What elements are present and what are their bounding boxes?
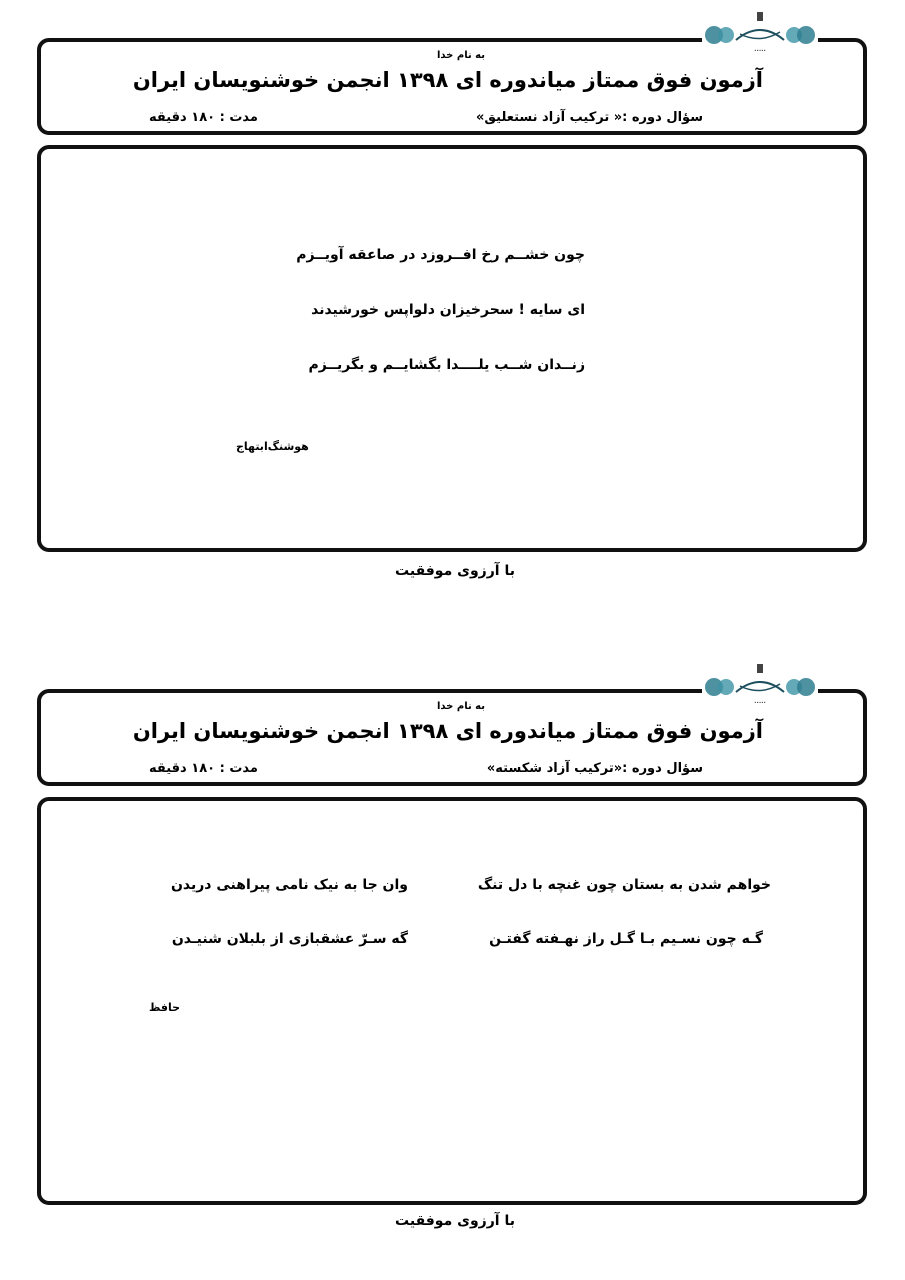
exam-body-box <box>37 145 867 552</box>
poem-line: چون خشــم رخ افــروزد در صاعقه آویــزم <box>296 247 585 263</box>
exam-sheet-2 <box>0 650 905 1280</box>
association-logo-icon <box>702 662 818 706</box>
svg-text:•••••: ••••• <box>754 700 766 705</box>
poem-line-left: وان جا به نیک نامی پیراهنی دریدن <box>170 877 408 893</box>
exam-body-box <box>37 797 867 1205</box>
poem-line-right: خواهم شدن به بستان چون غنچه با دل تنگ <box>477 877 771 893</box>
association-logo-icon <box>702 10 818 54</box>
exam-duration: مدت : ۱۸۰ دقیقه <box>149 110 258 125</box>
poet-name: هوشنگ‌ابتهاج <box>236 440 309 453</box>
basmala-text: به نام خدا <box>436 50 486 61</box>
poet-name: حافظ <box>149 1001 181 1014</box>
svg-text:•••••: ••••• <box>754 48 766 53</box>
poem-line-left: گه سـرّ عشقبازی از بلبلان شنیـدن <box>171 931 408 947</box>
good-luck-footer: با آرزوی موفقیت <box>395 1213 515 1229</box>
question-topic: سؤال دوره :« ترکیب آزاد نستعلیق» <box>476 110 703 125</box>
poem-line-right: گـه چون نسـیم بـا گـل راز نهـفته گفتـن <box>489 931 763 947</box>
exam-title: آزمون فوق ممتاز میاندوره ای ۱۳۹۸ انجمن خوشنویسان ایران <box>132 68 763 92</box>
basmala-text: به نام خدا <box>436 701 486 712</box>
exam-title: آزمون فوق ممتاز میاندوره ای ۱۳۹۸ انجمن خوشنویسان ایران <box>132 719 763 743</box>
poem-line: ای سایه ! سحرخیزان دلواپس خورشیدند <box>311 302 585 318</box>
exam-duration: مدت : ۱۸۰ دقیقه <box>149 761 258 776</box>
question-topic: سؤال دوره :«ترکیب آزاد شکسته» <box>486 761 703 776</box>
good-luck-footer: با آرزوی موفقیت <box>395 563 515 579</box>
poem-line: زنــدان شــب یلــــدا بگشایــم و بگریــزم <box>308 357 585 373</box>
